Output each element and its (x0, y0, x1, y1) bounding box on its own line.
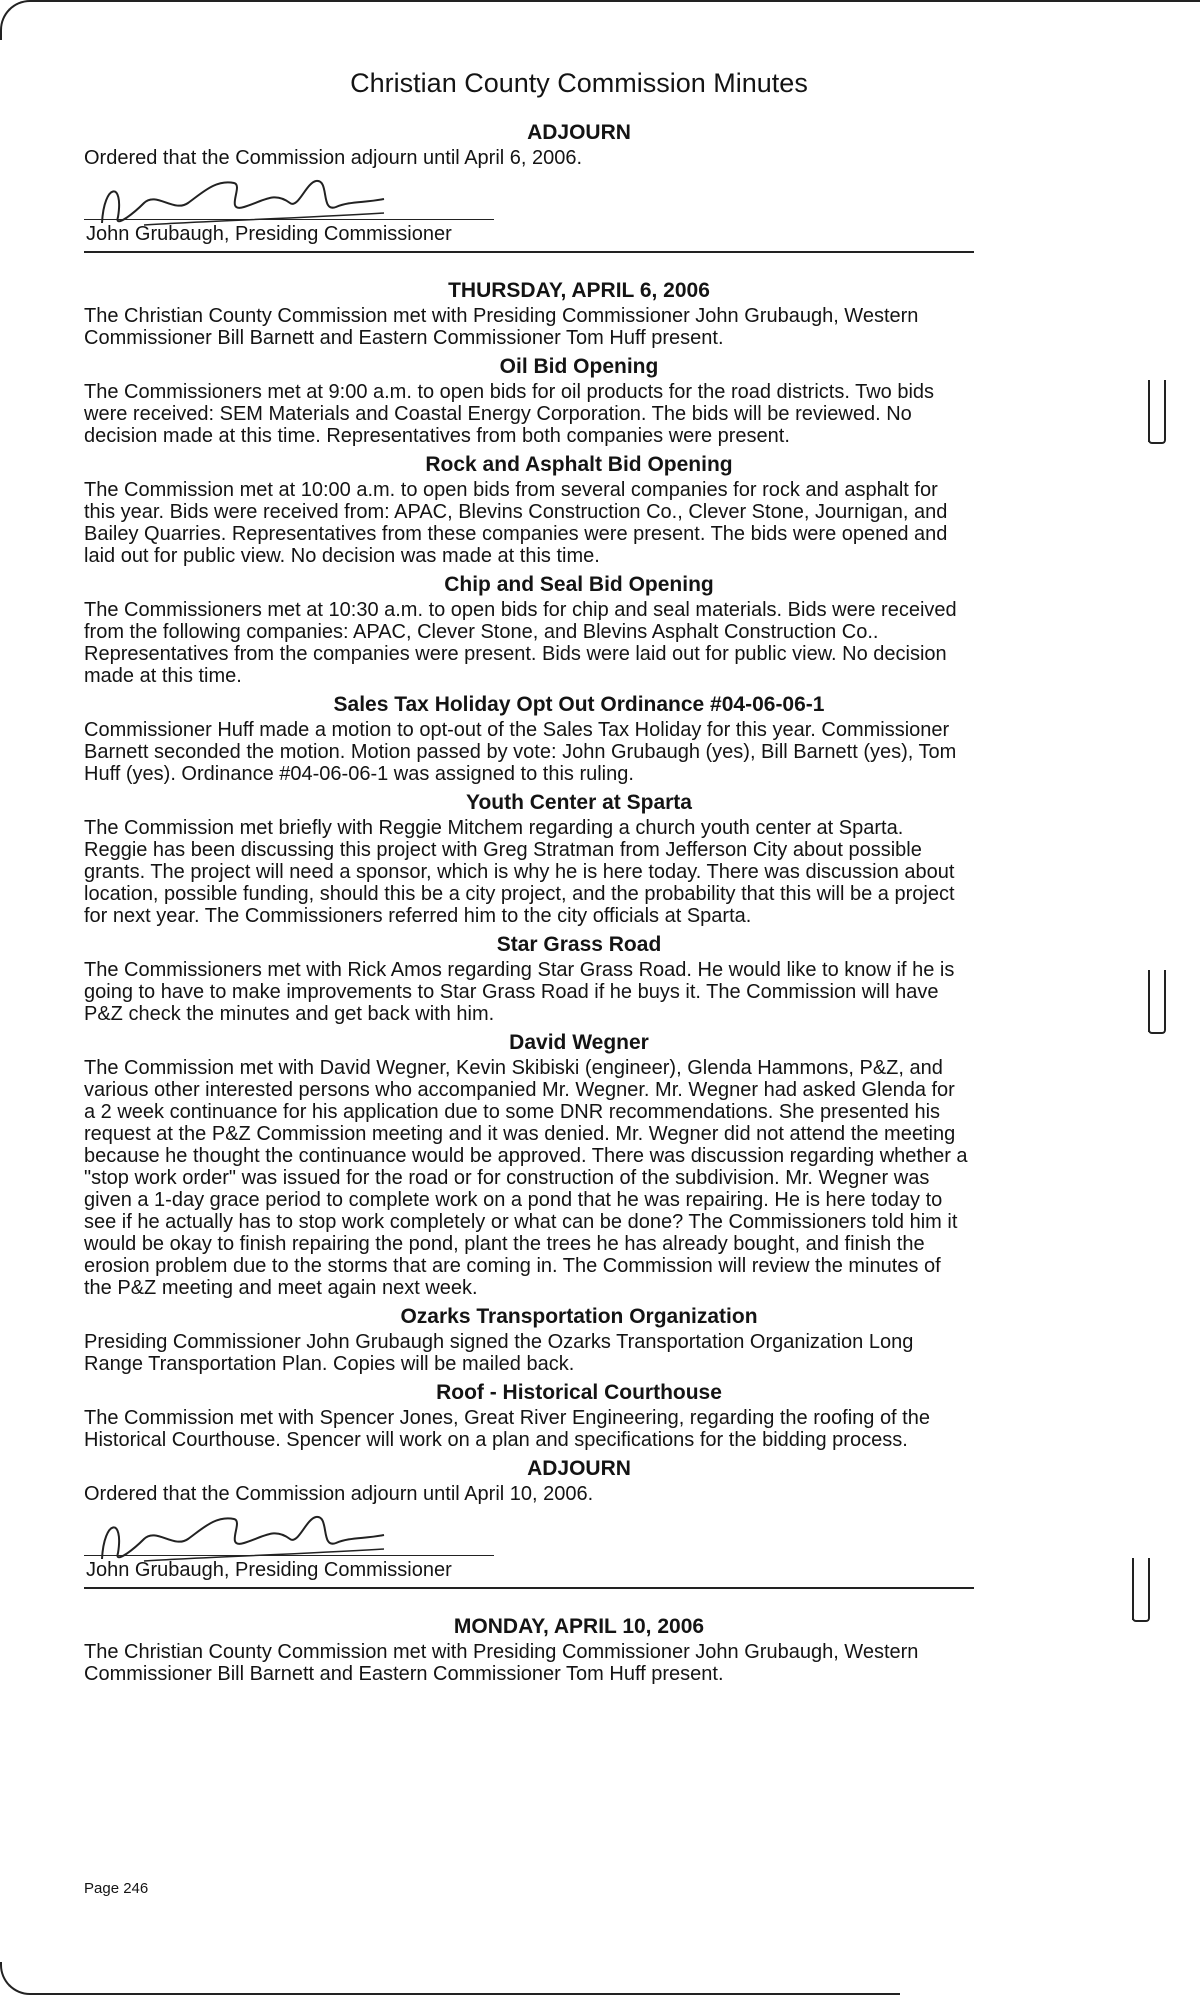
section-heading: ADJOURN (527, 1457, 631, 1480)
minutes-paragraph: The Commissioners met with Rick Amos regarding Star Grass Road. He would like to know if he is going to have to make improvements to Star Grass Road if he buys it. The Commission will have P&Z check the minutes and get back with him. (84, 959, 955, 1025)
minutes-paragraph: The Commission met with Spencer Jones, Great River Engineering, regarding the roofing of the Historical Courthouse. Spencer will work on a plan and specifications for the bidding process. (84, 1407, 930, 1451)
minutes-paragraph: The Commission met with David Wegner, Kevin Skibiski (engineer), Glenda Hammons, P&Z, and various other interested persons who accompanied Mr. Wegner. Mr. Wegner had asked Glenda for a 2 week continuance for his application due to some DNR recommendations. She presented his request at the P&Z Commission meeting and it was denied. Mr. Wegner did not attend the meeting because he thought the continuance would be approved. There was discussion regarding whether a "stop work order" was issued for the road or for construction of the subdivision. Mr. Wegner was given a 1-day grace period to complete work on a pond that he was repairing. He is here today to see if he actually has to stop work completely or what can be done? The Commissioners told him it would be okay to finish repairing the pond, plant the trees he has already bought, and finish the erosion problem due to the storms that are coming in. The Commission will review the minutes of the P&Z meeting and meet again next week. (84, 1057, 968, 1299)
divider-rule (84, 1587, 974, 1589)
section-heading: THURSDAY, APRIL 6, 2006 (448, 279, 710, 302)
page-border-bottom (0, 1962, 900, 1995)
section-heading: Rock and Asphalt Bid Opening (425, 453, 733, 476)
minutes-paragraph: The Commission met briefly with Reggie Mitchem regarding a church youth center at Sparta. Reggie has been discussing this project with Greg Stratman from Jefferson City about possible grants. The project will need a sponsor, which is why he is here today. There was discussion about location, possible funding, should this be a city project, and the probability that this will be a project for next year. The Commissioners referred him to the city officials at Sparta. (84, 817, 955, 927)
section-heading: Roof - Historical Courthouse (436, 1381, 722, 1404)
section-heading: Chip and Seal Bid Opening (444, 573, 714, 596)
document-title: Christian County Commission Minutes (350, 68, 808, 98)
section-heading: Star Grass Road (496, 933, 662, 956)
minutes-paragraph: Ordered that the Commission adjourn until April 10, 2006. (84, 1483, 594, 1505)
margin-bracket-mark (1148, 380, 1166, 444)
section-heading: Youth Center at Sparta (466, 791, 692, 814)
minutes-paragraph: The Christian County Commission met with Presiding Commissioner John Grubaugh, Western Commissioner Bill Barnett and Eastern Commissioner Tom Huff present. (84, 305, 919, 349)
minutes-page (84, 68, 1074, 1689)
page-border-top (0, 0, 1200, 40)
minutes-paragraph: Commissioner Huff made a motion to opt-out of the Sales Tax Holiday for this year. Commissioner Barnett seconded the motion. Motion passed by vote: John Grubaugh (yes), Bill Barnett (yes), Tom Huff (yes). Ordinance #04-06-06-1 was assigned to this ruling. (84, 719, 957, 785)
margin-bracket-mark (1132, 1558, 1150, 1622)
signature-block (84, 1509, 1074, 1587)
minutes-paragraph: Presiding Commissioner John Grubaugh signed the Ozarks Transportation Organization Long Range Transportation Plan. Copies will be mailed back. (84, 1331, 914, 1375)
signatory-name: John Grubaugh, Presiding Commissioner (86, 1559, 452, 1581)
page-number: Page 246 (84, 1880, 149, 1897)
signature-line (84, 1555, 494, 1556)
section-heading: ADJOURN (527, 121, 631, 144)
minutes-paragraph: The Christian County Commission met with Presiding Commissioner John Grubaugh, Western Commissioner Bill Barnett and Eastern Commissioner Tom Huff present. (84, 1641, 919, 1685)
minutes-paragraph: Ordered that the Commission adjourn until April 6, 2006. (84, 147, 583, 169)
minutes-paragraph: The Commissioners met at 9:00 a.m. to open bids for oil products for the road districts. Two bids were received: SEM Materials and Coastal Energy Corporation. The bids will be reviewed. No decision made at this time. Representatives from both companies were present. (84, 381, 935, 447)
signature-block (84, 173, 1074, 251)
section-heading: Oil Bid Opening (499, 355, 659, 378)
section-heading: Sales Tax Holiday Opt Out Ordinance #04-06-06-1 (333, 693, 825, 716)
minutes-paragraph: The Commissioners met at 10:30 a.m. to open bids for chip and seal materials. Bids were received from the following companies: APAC, Clever Stone, and Blevins Asphalt Construction Co.. Representatives from the companies were present. Bids were laid out for public view. No decision made at this time. (84, 599, 957, 687)
minutes-content (84, 121, 1074, 1685)
section-heading: MONDAY, APRIL 10, 2006 (453, 1615, 705, 1638)
section-heading: David Wegner (509, 1031, 649, 1054)
divider-rule (84, 251, 974, 253)
margin-bracket-mark (1148, 970, 1166, 1034)
signature-line (84, 219, 494, 220)
signatory-name: John Grubaugh, Presiding Commissioner (86, 223, 452, 245)
section-heading: Ozarks Transportation Organization (400, 1305, 758, 1328)
minutes-paragraph: The Commission met at 10:00 a.m. to open bids from several companies for rock and asphalt for this year. Bids were received from: APAC, Blevins Construction Co., Clever Stone, Journigan, and Bailey Quarries. Representatives from these companies were present. The bids were opened and laid out for public view. No decision was made at this time. (84, 479, 948, 567)
